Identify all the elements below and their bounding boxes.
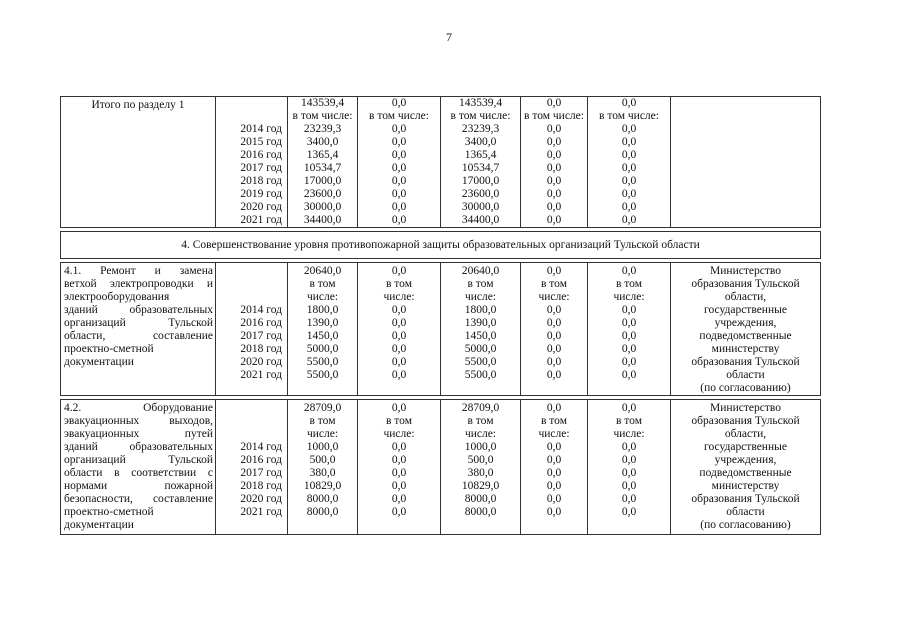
total-col2 (358, 97, 441, 228)
spacer (216, 291, 282, 304)
cell-value: 0,0 (621, 123, 637, 135)
cell-value: 1000,0 (464, 441, 497, 453)
cell-value: числе: (464, 291, 497, 303)
description-word: образовательных (129, 304, 213, 316)
description-line: документации (64, 519, 134, 531)
cell-value: 1450,0 (464, 330, 497, 342)
description-line (64, 317, 213, 330)
cell-value: 0,0 (546, 201, 562, 213)
cell-value: 0,0 (621, 265, 637, 277)
cell-value: 23239,3 (461, 123, 500, 135)
cell-value: 0,0 (621, 480, 637, 492)
cell-value: 8000,0 (306, 506, 339, 518)
cell-value: (по согласованию) (700, 382, 791, 394)
cell-value: 30000,0 (303, 201, 342, 213)
cell-value: 0,0 (391, 343, 407, 355)
description-word: безопасности, (64, 493, 133, 505)
cell-value: 0,0 (546, 330, 562, 342)
cell-value: 20640,0 (461, 265, 500, 277)
item-description (61, 400, 216, 535)
cell-value: числе: (538, 291, 570, 303)
cell-value: 0,0 (391, 317, 407, 329)
description-word: выходов, (169, 415, 213, 427)
cell-value: 8000,0 (464, 493, 497, 505)
description-line (64, 467, 213, 480)
cell-value: в том (541, 278, 567, 290)
cell-value: 0,0 (621, 454, 637, 466)
cell-value: 0,0 (621, 97, 637, 109)
cell-value: 0,0 (391, 123, 407, 135)
cell-value: образования Тульской (691, 356, 800, 368)
description-line: проектно-сметной (64, 343, 154, 355)
cell-value: 3400,0 (306, 136, 339, 148)
cell-value: 5500,0 (464, 369, 497, 381)
total-col3 (441, 97, 521, 228)
cell-value: области, (724, 428, 767, 440)
total-col4 (521, 97, 588, 228)
cell-value: числе: (538, 428, 570, 440)
cell-value: в том (467, 278, 494, 290)
cell-value: 10829,0 (303, 480, 342, 492)
cell-value: в том (616, 415, 642, 427)
total-label: Итого по разделу 1 (91, 99, 185, 111)
cell-value: Министерство (710, 265, 781, 277)
cell-value: в том (386, 415, 412, 427)
description-word: нормами (64, 480, 108, 492)
cell-value: числе: (306, 428, 339, 440)
cell-value: 0,0 (546, 343, 562, 355)
cell-value: 380,0 (309, 467, 336, 479)
description-word: 4.1. (64, 265, 82, 277)
description-word: области, (64, 330, 106, 342)
page-number: 7 (446, 30, 452, 44)
cell-value: 0,0 (546, 123, 562, 135)
cell-value: 0,0 (391, 188, 407, 200)
cell-value: 0,0 (391, 467, 407, 479)
cell-value: 17000,0 (461, 175, 500, 187)
cell-value: 0,0 (546, 317, 562, 329)
description-word: Тульской (168, 317, 213, 329)
cell-value: 2016 год (240, 317, 282, 329)
cell-value: 2018 год (240, 175, 282, 187)
cell-value: 2018 год (240, 343, 282, 355)
description-line (64, 265, 213, 278)
cell-value: 0,0 (621, 356, 637, 368)
cell-value: 2018 год (240, 480, 282, 492)
cell-value: 0,0 (391, 369, 407, 381)
cell-value: 5500,0 (306, 369, 339, 381)
cell-value: в том (386, 278, 412, 290)
cell-value: государственные (704, 304, 787, 316)
cell-value: 0,0 (546, 454, 562, 466)
cell-value: в том (467, 415, 494, 427)
cell-value: 10534,7 (461, 162, 500, 174)
cell-value: 0,0 (621, 317, 637, 329)
cell-value: 34400,0 (303, 214, 342, 226)
item-col5 (588, 263, 671, 396)
cell-value: 0,0 (391, 356, 407, 368)
cell-value: 0,0 (621, 149, 637, 161)
item-years (216, 263, 288, 396)
cell-value: 0,0 (391, 175, 407, 187)
cell-value: 2020 год (240, 201, 282, 213)
cell-value: числе: (613, 428, 645, 440)
item-col1 (288, 263, 358, 396)
cell-value: 2020 год (240, 356, 282, 368)
item-col4 (521, 263, 588, 396)
cell-value: 0,0 (546, 149, 562, 161)
spacer (216, 402, 282, 415)
cell-value: 1800,0 (464, 304, 497, 316)
description-line (64, 330, 213, 343)
cell-value: 0,0 (391, 201, 407, 213)
cell-value: числе: (613, 291, 645, 303)
description-line: проектно-сметной (64, 506, 154, 518)
cell-value: 0,0 (391, 493, 407, 505)
description-word: образовательных (129, 441, 213, 453)
cell-value: 5000,0 (464, 343, 497, 355)
cell-value: области, (724, 291, 767, 303)
cell-value: 2019 год (240, 188, 282, 200)
item-col1 (288, 400, 358, 535)
total-years (216, 97, 288, 228)
description-word: с (207, 467, 213, 479)
cell-value: 0,0 (391, 162, 407, 174)
item-row (61, 400, 821, 535)
cell-value: 10534,7 (303, 162, 342, 174)
description-word: и (206, 278, 213, 290)
cell-value: 1365,4 (464, 149, 497, 161)
cell-value: 0,0 (621, 330, 637, 342)
cell-value: 0,0 (546, 480, 562, 492)
item-row (61, 263, 821, 396)
cell-value: 0,0 (621, 467, 637, 479)
cell-value: государственные (704, 441, 787, 453)
section-heading: 4. Совершенствование уровня противопожарной защиты образовательных организаций Тульской области (61, 232, 821, 259)
cell-value: в том (541, 415, 567, 427)
cell-value: 2014 год (240, 123, 282, 135)
cell-value: 0,0 (391, 265, 407, 277)
cell-value: 143539,4 (458, 97, 503, 109)
cell-value: 0,0 (621, 136, 637, 148)
cell-value: образования Тульской (691, 415, 800, 427)
cell-value: числе: (383, 428, 415, 440)
cell-value: 5000,0 (306, 343, 339, 355)
section-heading-row (61, 232, 821, 259)
cell-value: 1390,0 (306, 317, 339, 329)
cell-value: в том (616, 278, 642, 290)
cell-value: учреждения, (714, 454, 777, 466)
cell-value: 2014 год (240, 304, 282, 316)
item-col2 (358, 263, 441, 396)
description-word: составление (152, 493, 213, 505)
item-col3 (441, 263, 521, 396)
cell-value: 2017 год (240, 162, 282, 174)
total-col1 (288, 97, 358, 228)
spacer (216, 278, 282, 291)
cell-value: 5500,0 (464, 356, 497, 368)
description-word: ветхой (64, 278, 97, 290)
spacer (216, 265, 282, 278)
cell-value: 380,0 (467, 467, 494, 479)
cell-value: 0,0 (546, 369, 562, 381)
cell-value: образования Тульской (691, 278, 800, 290)
description-word: зданий (64, 304, 98, 316)
cell-value: 0,0 (546, 188, 562, 200)
spacer (216, 428, 282, 441)
total-responsible (671, 97, 821, 228)
cell-value: 0,0 (621, 506, 637, 518)
cell-value: 0,0 (546, 467, 562, 479)
cell-value: 1450,0 (306, 330, 339, 342)
item-col3 (441, 400, 521, 535)
item-col2 (358, 400, 441, 535)
cell-value: 0,0 (546, 506, 562, 518)
cell-value: министерству (711, 343, 780, 355)
cell-value: 8000,0 (464, 506, 497, 518)
cell-value: 0,0 (621, 493, 637, 505)
spacer (216, 97, 282, 110)
description-line (64, 428, 213, 441)
cell-value: 0,0 (621, 214, 637, 226)
cell-value: 0,0 (391, 441, 407, 453)
cell-value: учреждения, (714, 317, 777, 329)
description-word: 4.2. (64, 402, 82, 414)
cell-value: 1000,0 (306, 441, 339, 453)
cell-value: в том числе: (292, 110, 353, 122)
cell-value: 0,0 (391, 304, 407, 316)
cell-value: области (726, 369, 765, 381)
spacer (216, 110, 282, 123)
cell-value: образования Тульской (691, 493, 800, 505)
cell-value: 0,0 (546, 136, 562, 148)
cell-value: 10829,0 (461, 480, 500, 492)
cell-value: 0,0 (391, 480, 407, 492)
cell-value: 0,0 (621, 441, 637, 453)
cell-value: министерству (711, 480, 780, 492)
cell-value: 0,0 (621, 369, 637, 381)
description-word: Оборудование (143, 402, 213, 414)
cell-value: 0,0 (546, 97, 562, 109)
description-word: эвакуационных (64, 428, 140, 440)
description-word: области (64, 467, 103, 479)
cell-value: 0,0 (546, 162, 562, 174)
description-word: Ремонт (100, 265, 136, 277)
cell-value: 17000,0 (303, 175, 342, 187)
item-years (216, 400, 288, 535)
description-word: пожарной (164, 480, 213, 492)
description-line (64, 454, 213, 467)
cell-value: 0,0 (546, 265, 562, 277)
description-line: документации (64, 356, 134, 368)
budget-table (60, 96, 821, 535)
item-col5 (588, 400, 671, 535)
description-line (64, 493, 213, 506)
cell-value: 0,0 (546, 441, 562, 453)
cell-value: числе: (306, 291, 339, 303)
cell-value: 2017 год (240, 467, 282, 479)
cell-value: 0,0 (546, 214, 562, 226)
cell-value: 0,0 (391, 149, 407, 161)
cell-value: Министерство (710, 402, 781, 414)
cell-value: (по согласованию) (700, 519, 791, 531)
cell-value: 0,0 (621, 304, 637, 316)
cell-value: 0,0 (621, 175, 637, 187)
cell-value: 34400,0 (461, 214, 500, 226)
cell-value: 0,0 (546, 304, 562, 316)
cell-value: в том (309, 278, 336, 290)
cell-value: 5500,0 (306, 356, 339, 368)
description-word: замена (179, 265, 213, 277)
description-line (64, 304, 213, 317)
cell-value: 143539,4 (300, 97, 345, 109)
cell-value: 1365,4 (306, 149, 339, 161)
cell-value: 2021 год (240, 369, 282, 381)
cell-value: 0,0 (621, 162, 637, 174)
cell-value: 2014 год (240, 441, 282, 453)
cell-value: 28709,0 (461, 402, 500, 414)
total-row (61, 97, 821, 228)
cell-value: 2016 год (240, 149, 282, 161)
cell-value: 28709,0 (303, 402, 342, 414)
cell-value: 500,0 (467, 454, 494, 466)
cell-value: 0,0 (391, 402, 407, 414)
cell-value: 1800,0 (306, 304, 339, 316)
item-responsible (671, 400, 821, 535)
cell-value: 0,0 (391, 214, 407, 226)
description-word: составление (152, 330, 213, 342)
cell-value: 8000,0 (306, 493, 339, 505)
cell-value: 0,0 (391, 330, 407, 342)
description-line: электрооборудования (64, 291, 170, 303)
description-word: соответствии (131, 467, 197, 479)
description-line (64, 415, 213, 428)
cell-value: 0,0 (546, 493, 562, 505)
cell-value: подведомственные (699, 330, 792, 342)
cell-value: 30000,0 (461, 201, 500, 213)
description-word: в (114, 467, 120, 479)
description-word: организаций (64, 454, 126, 466)
description-line (64, 402, 213, 415)
cell-value: 2017 год (240, 330, 282, 342)
cell-value: 1390,0 (464, 317, 497, 329)
cell-value: 0,0 (391, 136, 407, 148)
cell-value: 0,0 (546, 402, 562, 414)
total-col5 (588, 97, 671, 228)
cell-value: 2020 год (240, 493, 282, 505)
cell-value: в том числе: (369, 110, 429, 122)
cell-value: 2015 год (240, 136, 282, 148)
description-word: организаций (64, 317, 126, 329)
total-label-cell (61, 97, 216, 228)
cell-value: 23600,0 (303, 188, 342, 200)
item-responsible (671, 263, 821, 396)
description-line (64, 480, 213, 493)
cell-value: 2021 год (240, 214, 282, 226)
cell-value: 0,0 (621, 201, 637, 213)
cell-value: 20640,0 (303, 265, 342, 277)
cell-value: 0,0 (391, 454, 407, 466)
description-word: зданий (64, 441, 98, 453)
item-col4 (521, 400, 588, 535)
cell-value: в том (309, 415, 336, 427)
cell-value: 0,0 (621, 188, 637, 200)
cell-value: в том числе: (450, 110, 511, 122)
cell-value: 2021 год (240, 506, 282, 518)
description-line (64, 441, 213, 454)
description-word: Тульской (168, 454, 213, 466)
cell-value: в том числе: (524, 110, 584, 122)
cell-value: 0,0 (391, 97, 407, 109)
cell-value: 2016 год (240, 454, 282, 466)
cell-value: 0,0 (621, 343, 637, 355)
cell-value: числе: (383, 291, 415, 303)
cell-value: 500,0 (309, 454, 336, 466)
cell-value: 23600,0 (461, 188, 500, 200)
item-description (61, 263, 216, 396)
description-word: путей (184, 428, 213, 440)
description-word: эвакуационных (64, 415, 140, 427)
cell-value: 23239,3 (303, 123, 342, 135)
cell-value: 0,0 (546, 356, 562, 368)
spacer (216, 415, 282, 428)
description-word: электропроводки (109, 278, 194, 290)
description-line (64, 278, 213, 291)
cell-value: в том числе: (599, 110, 659, 122)
cell-value: области (726, 506, 765, 518)
cell-value: числе: (464, 428, 497, 440)
cell-value: подведомственные (699, 467, 792, 479)
cell-value: 0,0 (546, 175, 562, 187)
cell-value: 0,0 (391, 506, 407, 518)
cell-value: 0,0 (621, 402, 637, 414)
cell-value: 3400,0 (464, 136, 497, 148)
description-word: и (154, 265, 161, 277)
